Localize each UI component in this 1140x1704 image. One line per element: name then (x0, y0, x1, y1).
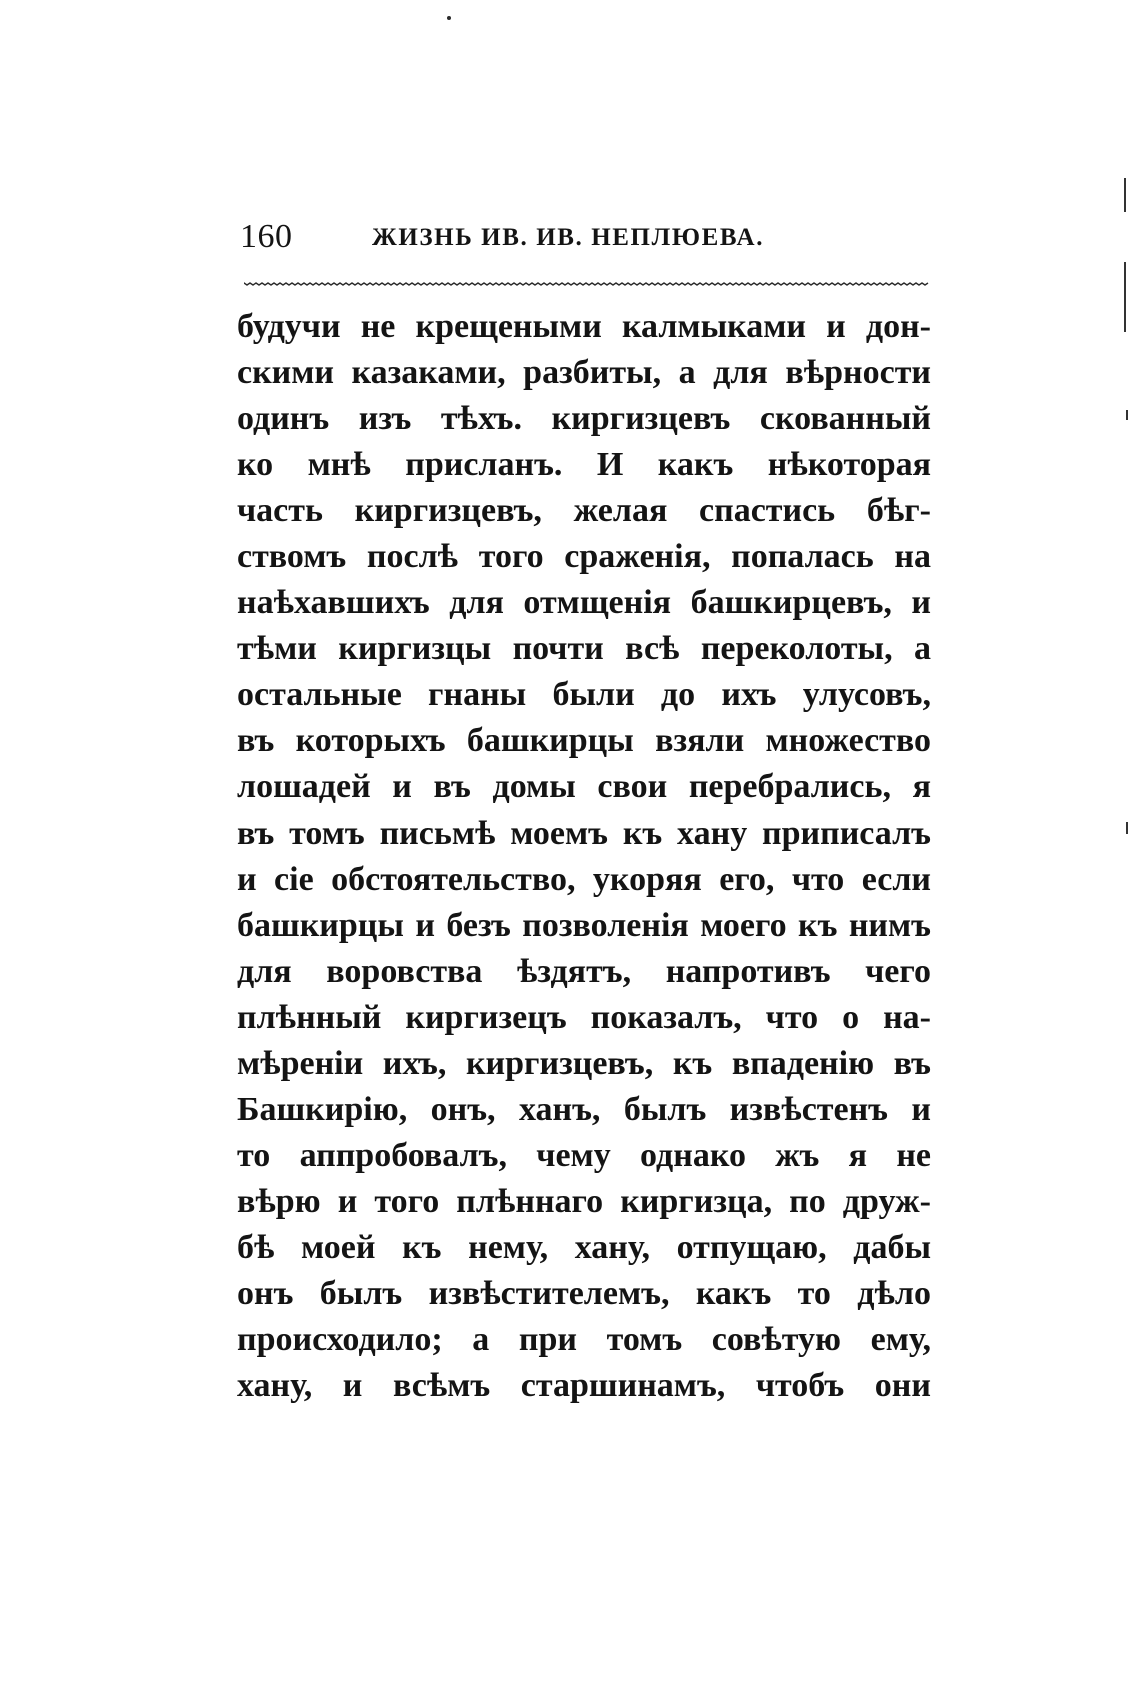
text-line: происходило; а при томъ совѣтую ему, (237, 1321, 931, 1359)
text-line: и сіе обстоятельство, укоряя его, что если (237, 860, 931, 898)
text-line: тѣми киргизцы почти всѣ переколоты, а (237, 630, 931, 668)
text-line: будучи не крещеными калмыками и дон- (237, 308, 931, 345)
text-line: хану, и всѣмъ старшинамъ, чтобъ они (237, 1367, 931, 1405)
text-line: плѣнный киргизецъ показалъ, что о на- (237, 998, 931, 1036)
text-line: Башкирію, онъ, ханъ, былъ извѣстенъ и (237, 1090, 931, 1128)
text-line: часть киргизцевъ, желая спастись бѣг- (237, 492, 931, 530)
scan-margin-mark (1124, 178, 1126, 212)
text-line: бѣ моей къ нему, хану, отпущаю, дабы (237, 1228, 931, 1266)
scan-margin-mark (1126, 410, 1128, 420)
scan-margin-mark (1126, 822, 1128, 834)
body-text (237, 304, 931, 1409)
text-line: одинъ изъ тѣхъ. киргизцевъ скованный (237, 400, 931, 438)
header-wavy-rule (244, 282, 930, 286)
text-line: вѣрю и того плѣннаго киргизца, по друж- (237, 1182, 931, 1220)
text-line: скими казаками, разбиты, а для вѣрности (237, 354, 931, 392)
page-number: 160 (240, 218, 293, 255)
running-title: ЖИЗНЬ ИВ. ИВ. НЕПЛЮЕВА. (372, 224, 765, 251)
text-line: наѣхавшихъ для отмщенія башкирцевъ, и (237, 584, 931, 622)
text-line: въ которыхъ башкирцы взяли множество (237, 722, 931, 760)
text-line: въ томъ письмѣ моемъ къ хану приписалъ (237, 814, 931, 852)
text-line: для воровства ѣздятъ, напротивъ чего (237, 952, 931, 990)
text-line: ко мнѣ присланъ. И какъ нѣкоторая (237, 446, 931, 484)
text-line: то аппробовалъ, чему однако жъ я не (237, 1136, 931, 1174)
scan-margin-mark (1124, 262, 1126, 332)
text-line: мѣреніи ихъ, киргизцевъ, къ впаденію въ (237, 1044, 931, 1082)
text-line: лошадей и въ домы свои перебрались, я (237, 768, 931, 806)
page-header (240, 212, 930, 262)
text-line: башкирцы и безъ позволенія моего къ нимъ (237, 906, 931, 944)
text-line: онъ былъ извѣстителемъ, какъ то дѣло (237, 1274, 931, 1312)
ink-speck (447, 16, 451, 20)
text-line: ствомъ послѣ того сраженія, попалась на (237, 538, 931, 576)
text-line: остальные гнаны были до ихъ улусовъ, (237, 676, 931, 714)
